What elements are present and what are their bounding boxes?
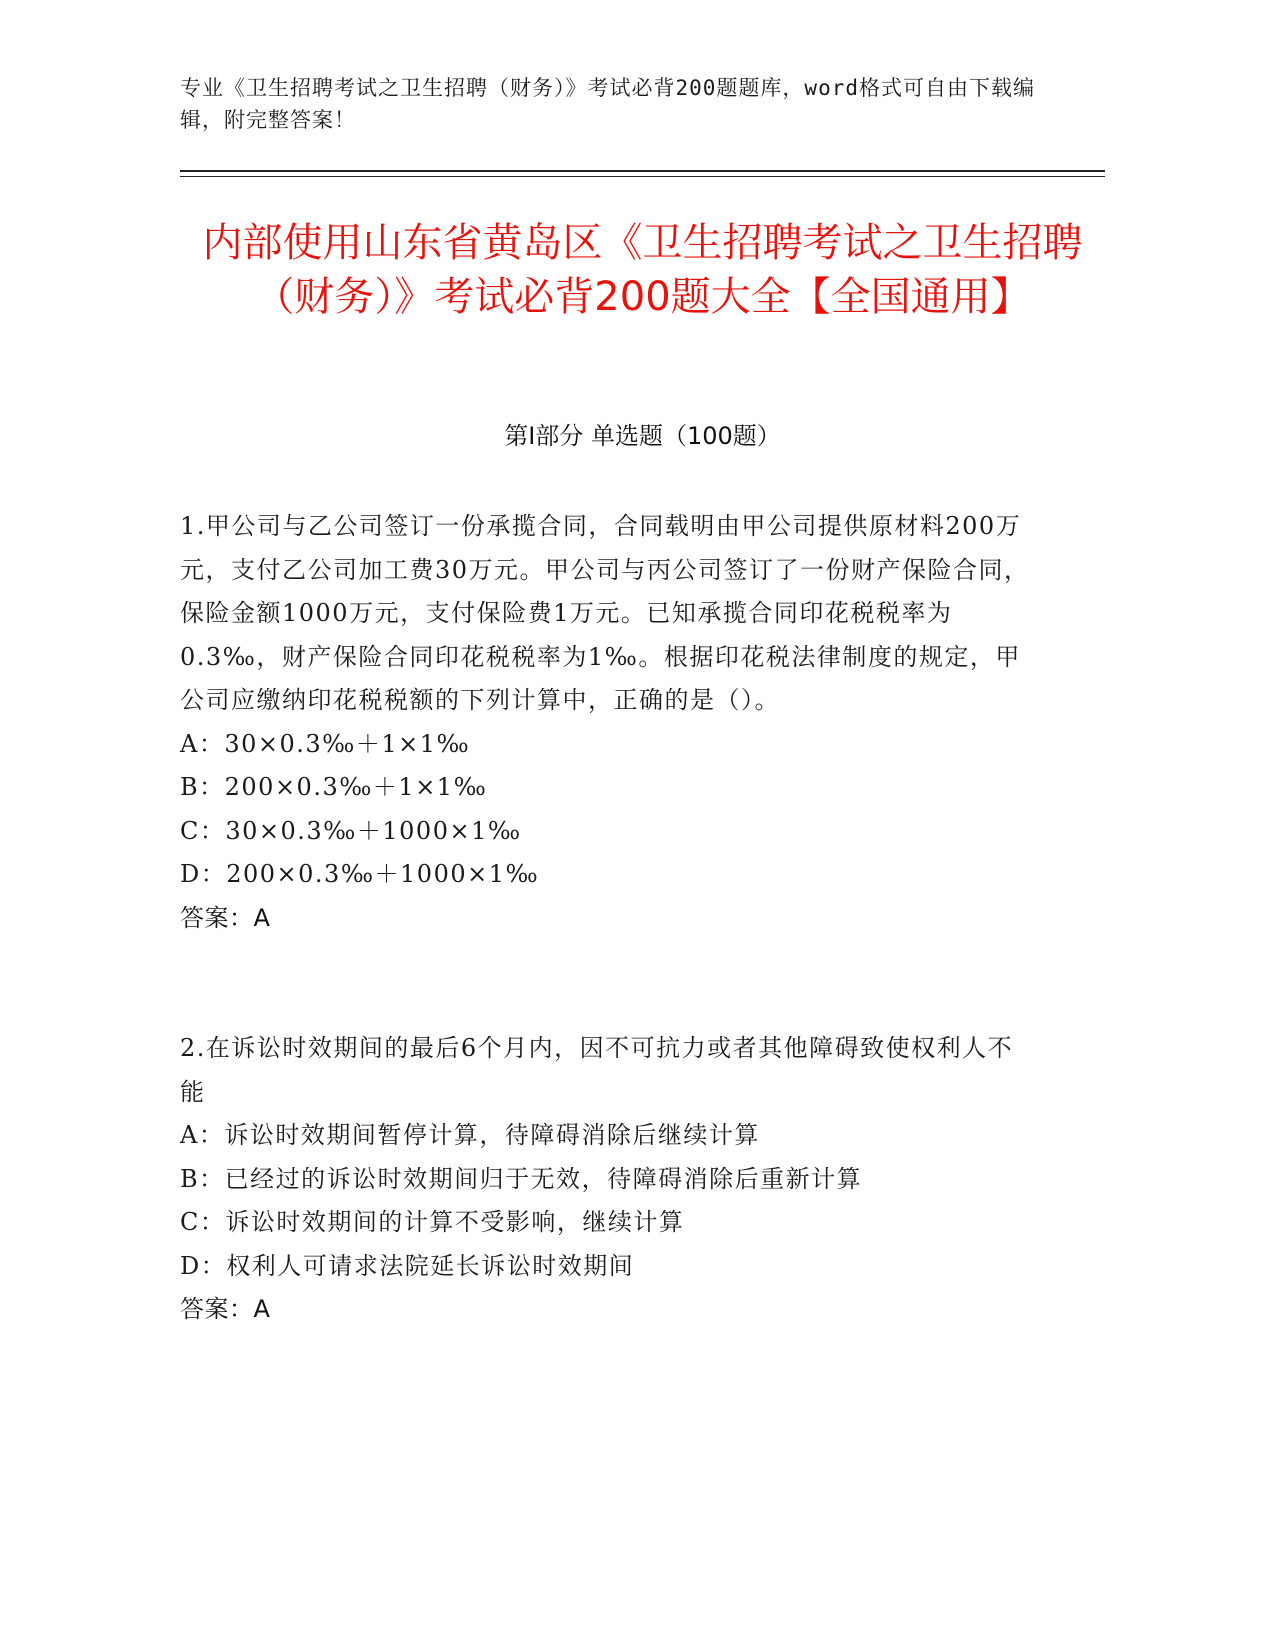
header-note: 专业《卫生招聘考试之卫生招聘（财务）》考试必背200题题库，word格式可自由下载编辑，附完整答案！ bbox=[180, 76, 1035, 132]
option-a: A：30×0.3‰＋1×1‰ bbox=[180, 729, 471, 758]
option-c: C：30×0.3‰＋1000×1‰ bbox=[180, 816, 522, 845]
header-divider-thin bbox=[180, 176, 1105, 177]
section-title: 第Ⅰ部分 单选题（100题） bbox=[504, 422, 781, 450]
option-d: D：200×0.3‰＋1000×1‰ bbox=[180, 860, 540, 888]
option-a: A：诉讼时效期间暂停计算，待障碍消除后继续计算 bbox=[180, 1121, 760, 1149]
question-stem: 1.甲公司与乙公司签订一份承揽合同，合同载明由甲公司提供原材料200万元，支付乙公司加工费30万元。甲公司与丙公司签订了一份财产保险合同，保险金额1000万元，支付保险费1万元。已知承揽合同印花税税率为0.3‰，财产保险合同印花税税率为1‰。根据印花税法律制度的规定，甲公司应缴纳印花税税额的下列计算中，正确的是（）。 bbox=[180, 512, 1030, 714]
question-item bbox=[180, 1027, 1030, 1332]
question-item bbox=[180, 505, 1030, 940]
document-title: 内部使用山东省黄岛区《卫生招聘考试之卫生招聘（财务）》考试必背200题大全【全国通用】 bbox=[202, 220, 1083, 320]
option-c: C：诉讼时效期间的计算不受影响，继续计算 bbox=[180, 1208, 685, 1236]
option-b: B：200×0.3‰＋1×1‰ bbox=[180, 773, 488, 801]
question-stem: 2.在诉讼时效期间的最后6个月内，因不可抗力或者其他障碍致使权利人不能 bbox=[180, 1034, 1014, 1106]
option-d: D：权利人可请求法院延长诉讼时效期间 bbox=[180, 1251, 635, 1280]
answer-label: 答案：A bbox=[180, 903, 271, 932]
header-divider-thick bbox=[180, 170, 1105, 172]
answer-label: 答案：A bbox=[180, 1295, 271, 1323]
option-b: B：已经过的诉讼时效期间归于无效，待障碍消除后重新计算 bbox=[180, 1164, 863, 1193]
